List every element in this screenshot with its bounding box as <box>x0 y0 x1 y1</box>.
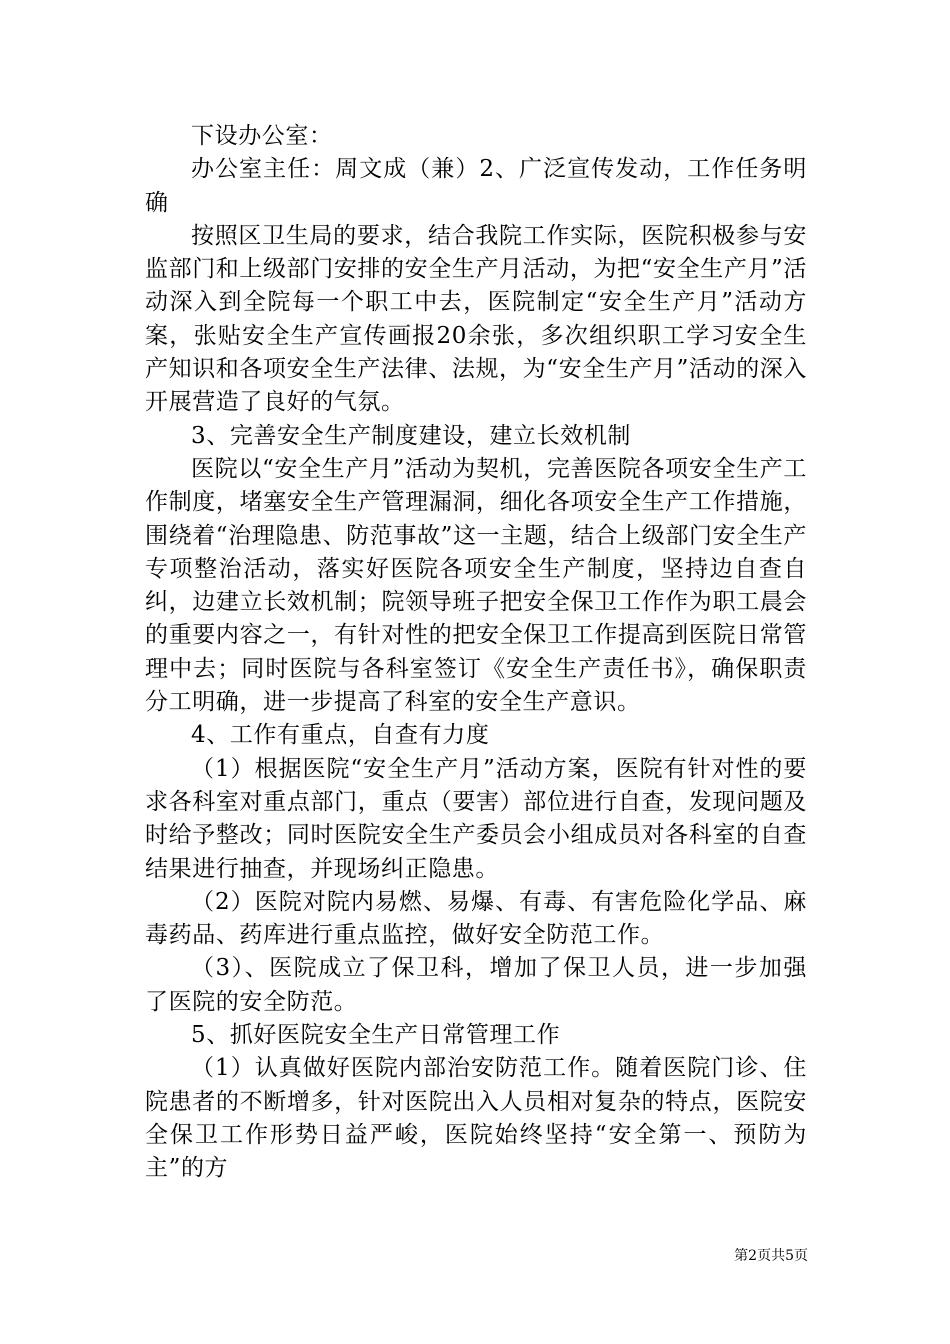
heading-section-4: 4、工作有重点，自查有力度 <box>191 722 490 749</box>
paragraph-publicity: 按照区卫生局的要求，结合我院工作实际，医院积极参与安监部门和上级部门安排的安全生产月活动，为把“安全生产月”活动深入到全院每一个职工中去，医院制定“安全生产月”活动方案，张贴安全生产宣传画报20余张，多次组织职工学习安全生产知识和各项安全生产法律、法规，为“安全生产月”活动的深入开展营造了良好的气氛。 <box>145 222 807 416</box>
paragraph-item-1-self-check: （1）根据医院“安全生产月”活动方案，医院有针对性的要求各科室对重点部门，重点（要害）部位进行自查，发现问题及时给予整改；同时医院安全生产委员会小组成员对各科室的自查结果进行抽查，并现场纠正隐患。 <box>145 755 807 882</box>
page-number: 第2页共5页 <box>734 1248 808 1264</box>
paragraph-system-building: 医院以“安全生产月”活动为契机，完善医院各项安全生产工作制度，堵塞安全生产管理漏洞，细化各项安全生产工作措施，围绕着“治理隐患、防范事故”这一主题，结合上级部门安全生产专项整治活动，落实好医院各项安全生产制度，坚持边自查自纠，边建立长效机制；院领导班子把安全保卫工作作为职工晨会的重要内容之一，有针对性的把安全保卫工作提高到医院日常管理中去；同时医院与各科室签订《安全生产责任书》，确保职责分工明确，进一步提高了科室的安全生产意识。 <box>145 455 807 716</box>
heading-section-5: 5、抓好医院安全生产日常管理工作 <box>191 1022 561 1049</box>
document-body <box>145 120 807 1186</box>
paragraph-item-1-public-security: （1）认真做好医院内部治安防范工作。随着医院门诊、住院患者的不断增多，针对医院出入人员相对复杂的特点，医院安全保卫工作形势日益严峻，医院始终坚持“安全第一、预防为主”的方 <box>145 1055 807 1182</box>
paragraph-office-setup: 下设办公室： <box>191 123 333 149</box>
paragraph-office-director: 办公室主任：周文成（兼）2、广泛宣传发动，工作任务明确 <box>145 156 807 216</box>
heading-section-3: 3、完善安全生产制度建设，建立长效机制 <box>191 422 632 449</box>
paragraph-item-2-monitoring: （2）医院对院内易燃、易爆、有毒、有害危险化学品、麻毒药品、药库进行重点监控，做好安全防范工作。 <box>145 888 807 949</box>
paragraph-item-3-security-dept: （3）、医院成立了保卫科，增加了保卫人员，进一步加强了医院的安全防范。 <box>145 955 807 1015</box>
